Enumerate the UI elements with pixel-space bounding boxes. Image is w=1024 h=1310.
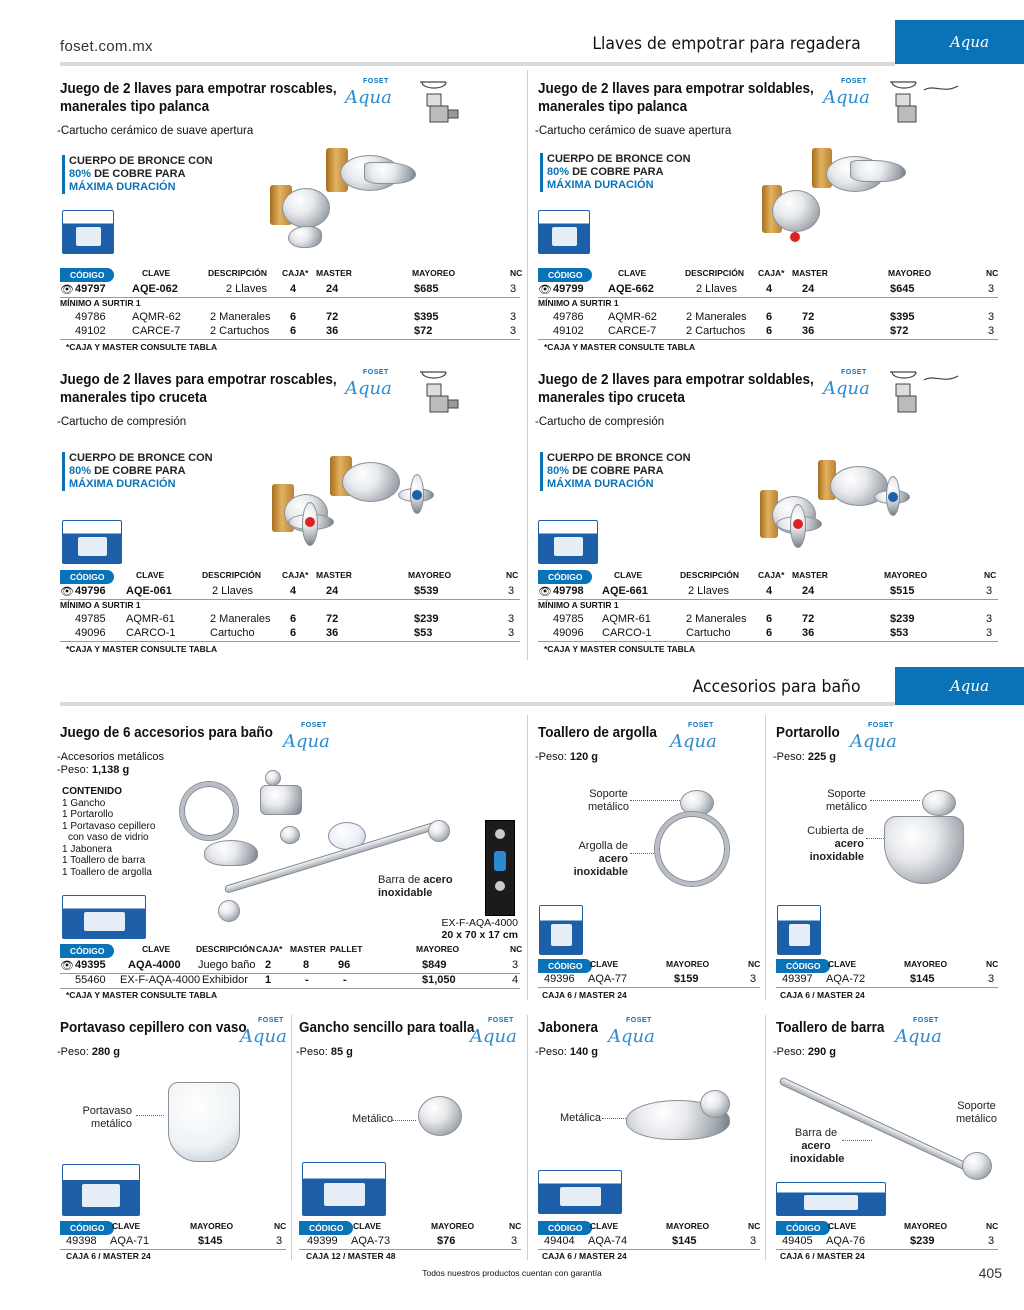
lever-handle-2 <box>850 160 906 182</box>
product-card-aqe-061 <box>60 371 357 407</box>
glass-holder-image <box>168 1082 240 1162</box>
product-box-image <box>62 520 122 564</box>
warranty-footer: Todos nuestros productos cuentan con garantía <box>422 1268 602 1278</box>
table-row[interactable]: 49404 AQA-74 $145 3 <box>544 1235 757 1247</box>
row-divider <box>776 1249 998 1250</box>
row-divider <box>60 988 520 989</box>
holder-callout: Portavaso metálico <box>82 1105 132 1130</box>
product-title: Toallero de argolla <box>538 725 657 741</box>
product-box-image <box>538 210 590 254</box>
aqua-logo: FOSET Aqua <box>283 722 330 752</box>
hook-image <box>418 1096 462 1136</box>
caja-note: CAJA 6 / MASTER 24 <box>780 1251 865 1261</box>
product-box-image <box>538 520 598 564</box>
table-row[interactable]: 👁 49395 AQA-4000 Juego baño 2 8 96 $849 3 <box>60 959 519 972</box>
product-title-line2: manerales tipo palanca <box>538 99 688 115</box>
aqua-logo: FOSET Aqua <box>608 1017 655 1047</box>
aqua-logo: FOSET Aqua <box>470 1017 517 1047</box>
valve-diagram-icon <box>412 362 462 420</box>
valve-diagram-icon <box>412 72 462 130</box>
table-header: CÓDIGO CLAVE MAYOREO NC <box>776 959 998 973</box>
product-box-image <box>302 1162 386 1216</box>
section-title-valves: Llaves de empotrar para regadera <box>592 34 861 54</box>
bar-mount-left <box>218 900 240 922</box>
aqua-logo: FOSET Aqua <box>345 369 392 399</box>
contents-list: CONTENIDO 1 Gancho 1 Portarollo 1 Portavaso cepillero con vaso de vidrio 1 Jabonera 1 Toallero de barra 1 Toallero de argolla <box>62 786 156 878</box>
soap-mount-image <box>700 1090 730 1118</box>
product-card-aqe-661 <box>538 371 835 407</box>
row-divider <box>60 641 520 642</box>
feature-1: -Accesorios metálicos <box>57 751 164 763</box>
caja-note: CAJA 6 / MASTER 24 <box>66 1251 151 1261</box>
row-divider <box>299 1249 521 1250</box>
minimo-note: MÍNIMO A SURTIR 1 <box>538 298 619 308</box>
product-title: Juego de 6 accesorios para baño <box>60 725 273 741</box>
feature-weight: -Peso: 140 g <box>535 1046 598 1058</box>
table-row[interactable]: 49399 AQA-73 $76 3 <box>307 1235 518 1247</box>
bronze-callout: CUERPO DE BRONCE CON 80% DE COBRE PARA MÁXIMA DURACIÓN <box>62 155 213 194</box>
holder-mount-image <box>922 790 956 816</box>
valve-diagram-icon <box>884 72 964 130</box>
bronze-callout: CUERPO DE BRONCE CON 80% DE COBRE PARA MÁXIMA DURACIÓN <box>540 153 691 192</box>
product-title-line1: Juego de 2 llaves para empotrar roscables, <box>60 81 337 97</box>
product-box-image <box>777 905 821 955</box>
product-title: Jabonera <box>538 1020 598 1036</box>
hook-image <box>280 826 300 844</box>
table-row[interactable]: 49102 CARCE-7 2 Cartuchos 6 36 $72 3 <box>75 325 517 337</box>
caja-note: *CAJA Y MASTER CONSULTE TABLA <box>66 342 218 352</box>
product-box-image <box>62 1164 140 1216</box>
aqua-tab: Aqua <box>895 20 1024 64</box>
row-divider <box>538 339 998 340</box>
caja-note: CAJA 6 / MASTER 24 <box>542 990 627 1000</box>
table-row[interactable]: 👁 49796 AQE-061 2 Llaves 4 24 $539 3 <box>60 585 515 598</box>
cold-indicator <box>412 490 422 500</box>
callout-leader <box>866 838 886 839</box>
table-row[interactable]: 49398 AQA-71 $145 3 <box>66 1235 283 1247</box>
paper-holder-mount <box>265 770 281 786</box>
column-divider <box>765 1015 766 1260</box>
support-callout: Soporte metálico <box>826 788 867 813</box>
caja-note: *CAJA Y MASTER CONSULTE TABLA <box>544 342 696 352</box>
table-row[interactable]: 49405 AQA-76 $239 3 <box>782 1235 995 1247</box>
table-row[interactable]: 49096 CARCO-1 Cartucho 6 36 $53 3 <box>75 627 515 639</box>
table-header: CÓDIGO CLAVE DESCRIPCIÓN CAJA* MASTER PALLET MAYOREO NC <box>60 944 520 958</box>
table-header: CÓDIGO CLAVE MAYOREO NC <box>538 1221 760 1235</box>
column-divider <box>527 1015 528 1260</box>
callout-leader <box>630 853 656 854</box>
bronze-callout: CUERPO DE BRONCE CON 80% DE COBRE PARA MÁXIMA DURACIÓN <box>540 452 691 491</box>
towel-ring-image <box>655 812 729 886</box>
product-box-image <box>62 210 114 254</box>
caja-note: *CAJA Y MASTER CONSULTE TABLA <box>544 644 696 654</box>
table-row[interactable]: 49785 AQMR-61 2 Manerales 6 72 $239 3 <box>553 613 993 625</box>
cold-indicator <box>888 492 898 502</box>
feature-weight: -Peso: 225 g <box>773 751 836 763</box>
bar-mount-right <box>428 820 450 842</box>
caja-note: CAJA 6 / MASTER 24 <box>542 1251 627 1261</box>
valve-diagram-icon <box>884 362 964 420</box>
aqua-logo: FOSET Aqua <box>850 722 897 752</box>
product-title: Toallero de barra <box>776 1020 885 1036</box>
feature-weight: -Peso: 1,138 g <box>57 764 130 776</box>
table-row[interactable]: 👁 49799 AQE-662 2 Llaves 4 24 $645 3 <box>538 283 995 296</box>
product-box-image <box>776 1182 886 1216</box>
bar-callout: Barra de acero inoxidable <box>790 1127 845 1165</box>
table-row[interactable]: 55460 EX-F-AQA-4000 Exhibidor 1 - - $1,050 4 <box>75 974 519 986</box>
caja-note: CAJA 6 / MASTER 24 <box>780 990 865 1000</box>
aqua-logo <box>345 74 392 106</box>
aqua-logo: FOSET Aqua <box>240 1017 287 1047</box>
minimo-note: MÍNIMO A SURTIR 1 <box>538 600 619 610</box>
row-divider <box>60 1249 286 1250</box>
hot-indicator <box>793 519 803 529</box>
table-header: CÓDIGO CLAVE DESCRIPCIÓN CAJA* MASTER MAYOREO NC <box>60 570 520 584</box>
table-row[interactable]: 49785 AQMR-61 2 Manerales 6 72 $239 3 <box>75 613 515 625</box>
table-row[interactable]: 49396 AQA-77 $159 3 <box>544 973 757 985</box>
aqua-logo: FOSET Aqua <box>895 1017 942 1047</box>
column-divider <box>527 70 528 660</box>
valve-chrome <box>282 188 330 228</box>
callout-leader <box>630 800 680 801</box>
feature-weight: -Peso: 290 g <box>773 1046 836 1058</box>
row-divider <box>538 1249 760 1250</box>
hot-indicator <box>790 232 800 242</box>
table-header: CÓDIGO CLAVE MAYOREO NC <box>60 1221 286 1235</box>
valve-chrome-2 <box>342 462 400 502</box>
valve-chrome <box>772 190 820 232</box>
product-title: Gancho sencillo para toalla <box>299 1020 475 1036</box>
support-callout: Soporte metálico <box>588 788 629 813</box>
column-divider <box>765 715 766 1000</box>
display-stand-image <box>485 820 515 916</box>
product-box-image <box>538 1170 622 1214</box>
table-row[interactable]: 👁 49798 AQE-661 2 Llaves 4 24 $515 3 <box>538 585 993 598</box>
product-title-line2: manerales tipo palanca <box>60 99 210 115</box>
product-card-aqe-662 <box>538 80 835 116</box>
column-divider <box>291 1015 292 1260</box>
product-box-image <box>62 895 146 939</box>
lever-handle-2 <box>364 162 416 184</box>
table-row[interactable]: 49397 AQA-72 $145 3 <box>782 973 995 985</box>
product-card-aqe-062 <box>60 80 357 116</box>
table-header: CÓDIGO CLAVE MAYOREO NC <box>776 1221 998 1235</box>
bar-callout: Barra de acero inoxidable <box>378 874 453 899</box>
aqua-logo: FOSET Aqua <box>823 369 870 399</box>
table-header: CÓDIGO CLAVE MAYOREO NC <box>538 959 760 973</box>
feature-weight: -Peso: 85 g <box>296 1046 353 1058</box>
paper-holder-image <box>884 816 964 884</box>
table-header: CÓDIGO CLAVE DESCRIPCIÓN CAJA* MASTER MAYOREO NC <box>538 268 998 282</box>
product-box-image <box>539 905 583 955</box>
site-url[interactable]: foset.com.mx <box>60 38 153 55</box>
metal-callout: Metálica <box>560 1112 601 1124</box>
towel-ring-image <box>180 782 238 840</box>
minimo-note: MÍNIMO A SURTIR 1 <box>60 600 141 610</box>
hot-indicator <box>305 517 315 527</box>
feature-1: -Cartucho de compresión <box>535 416 665 428</box>
exhibitor-label: EX-F-AQA-4000 20 x 70 x 17 cm <box>441 917 518 941</box>
soap-dish-image <box>204 840 258 866</box>
row-divider <box>538 987 760 988</box>
support-callout: Soporte metálico <box>956 1100 997 1125</box>
row-divider <box>60 339 520 340</box>
caja-note: *CAJA Y MASTER CONSULTE TABLA <box>66 990 218 1000</box>
feature-weight: -Peso: 120 g <box>535 751 598 763</box>
column-divider <box>527 715 528 1000</box>
table-header: CÓDIGO CLAVE MAYOREO NC <box>299 1221 521 1235</box>
callout-leader <box>136 1115 164 1116</box>
bar-mount-image <box>962 1152 992 1180</box>
feature-1: -Cartucho cerámico de suave apertura <box>535 125 732 137</box>
product-title-line1: Juego de 2 llaves para empotrar roscables, <box>60 372 337 388</box>
ring-callout: Argolla de acero inoxidable <box>573 840 628 878</box>
product-title: Portarollo <box>776 725 840 741</box>
product-title: Portavaso cepillero con vaso <box>60 1020 247 1036</box>
lever-handle <box>288 226 322 248</box>
product-title-line1: Juego de 2 llaves para empotrar soldables, <box>538 372 814 388</box>
table-row[interactable]: 49786 AQMR-62 2 Manerales 6 72 $395 3 <box>75 311 517 323</box>
section-title-accessories: Accesorios para baño <box>693 677 861 697</box>
brand-maker: FOSET <box>363 78 389 85</box>
table-header: CÓDIGO CLAVE DESCRIPCIÓN CAJA* MASTER MAYOREO NC <box>538 570 998 584</box>
table-row[interactable]: 49786 AQMR-62 2 Manerales 6 72 $395 3 <box>553 311 995 323</box>
header-rule <box>60 62 895 66</box>
cover-callout: Cubierta de acero inoxidable <box>807 825 864 863</box>
bronze-callout: CUERPO DE BRONCE CON 80% DE COBRE PARA MÁXIMA DURACIÓN <box>62 452 213 491</box>
aqua-logo: FOSET Aqua <box>823 78 870 108</box>
table-row[interactable]: 49096 CARCO-1 Cartucho 6 36 $53 3 <box>553 627 993 639</box>
product-title-line2: manerales tipo cruceta <box>538 390 685 406</box>
brand-name: Aqua <box>345 87 392 108</box>
feature-1: -Cartucho de compresión <box>57 416 187 428</box>
aqua-logo: FOSET Aqua <box>670 722 717 752</box>
row-divider <box>538 641 998 642</box>
table-row[interactable]: 49102 CARCE-7 2 Cartuchos 6 36 $72 3 <box>553 325 995 337</box>
caja-note: CAJA 12 / MASTER 48 <box>306 1251 396 1261</box>
callout-leader <box>602 1118 626 1119</box>
metal-callout: Metálico <box>352 1113 393 1125</box>
feature-weight: -Peso: 280 g <box>57 1046 120 1058</box>
feature-1: -Cartucho cerámico de suave apertura <box>57 125 254 137</box>
table-header: CÓDIGO CLAVE DESCRIPCIÓN CAJA* MASTER MAYOREO NC <box>60 268 520 282</box>
callout-leader <box>870 800 920 801</box>
page-number: 405 <box>978 1265 1002 1281</box>
callout-leader <box>842 1140 872 1141</box>
caja-note: *CAJA Y MASTER CONSULTE TABLA <box>66 644 218 654</box>
table-row[interactable]: 👁 49797 AQE-062 2 Llaves 4 24 $685 3 <box>60 283 517 296</box>
header-rule <box>60 702 895 706</box>
callout-leader <box>392 1120 416 1121</box>
paper-holder-image <box>260 785 302 815</box>
minimo-note: MÍNIMO A SURTIR 1 <box>60 298 141 308</box>
row-divider <box>776 987 998 988</box>
aqua-tab: Aqua <box>895 667 1024 705</box>
product-title-line1: Juego de 2 llaves para empotrar soldables, <box>538 81 814 97</box>
product-title-line2: manerales tipo cruceta <box>60 390 207 406</box>
